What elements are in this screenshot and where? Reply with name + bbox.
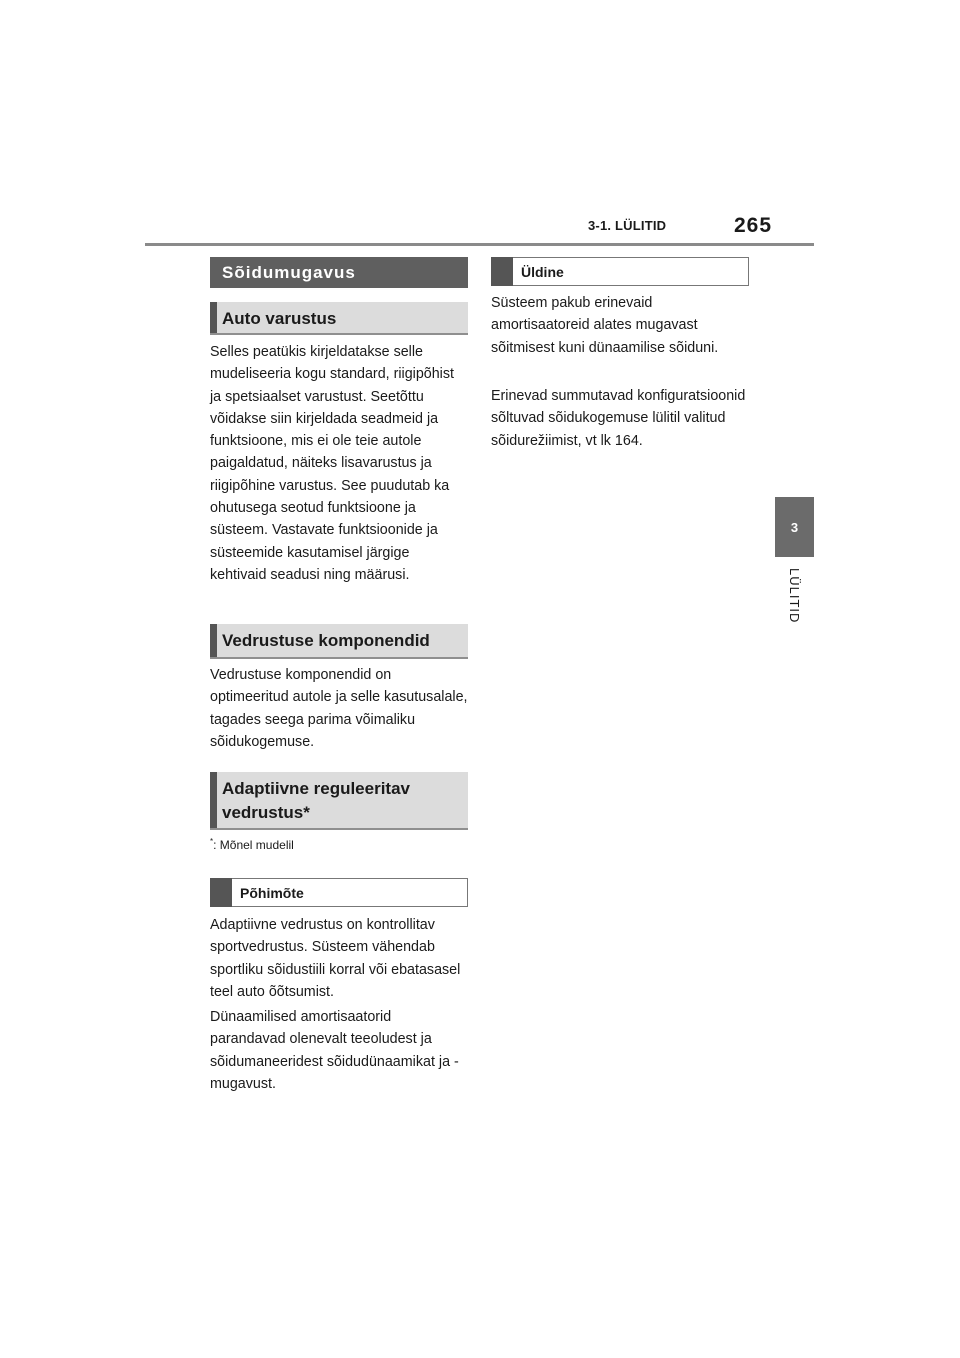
page-number: 265 (734, 214, 773, 237)
heading-auto-varustus-text: Auto varustus (222, 309, 337, 328)
paragraph-uldine-1: Süsteem pakub erinevaid amortisaatoreid alates mugavast sõitmisest kuni dünaamilise sõiduni. (491, 295, 719, 356)
header-divider (145, 243, 814, 246)
paragraph-pohimote-1: Adaptiivne vedrustus on kontrollitav sportvedrustus. Süsteem vähendab sportliku sõidustiili korral või ebatasasel teel auto õõtsumist. (210, 917, 461, 1000)
footnote-mark: * (210, 837, 214, 846)
heading-uldine (491, 257, 749, 286)
footnote (210, 837, 468, 852)
paragraph-vedrustuse: Vedrustuse komponendid on optimeeritud autole ja selle kasutusalale, tagades seega parima võimaliku sõidukogemuse. (210, 667, 468, 750)
heading-vedrustuse-text: Vedrustuse komponendid (222, 631, 430, 650)
heading-auto-varustus (210, 302, 468, 335)
heading-uldine-text: Üldine (521, 263, 564, 280)
section-label: 3-1. LÜLITID (588, 218, 667, 233)
heading-adaptiivne (210, 772, 468, 830)
chapter-tab-number: 3 (775, 497, 814, 557)
footnote-text: : Mõnel mudelil (213, 838, 294, 852)
heading-pohimote-text: Põhimõte (240, 884, 304, 901)
heading-vedrustuse-komponendid (210, 624, 468, 659)
paragraph-uldine-2: Erinevad summutavad konfiguratsioonid sõltuvad sõidukogemuse lülitil valitud sõidurežiimist, vt lk 164. (491, 388, 746, 449)
paragraph-auto-varustus: Selles peatükis kirjeldatakse selle mudeliseeria kogu standard, riigipõhist ja spetsiaalset varustust. Seetõttu võidakse siin kirjeldada seadmeid ja funktsioone, mis ei ole teie autole paigaldatud, näiteks lisavarustus ja riigipõhine varustus. See puudutab ka ohutusega seotud funktsioone ja süsteem. Vastavate funktsioonide ja süsteemide kasutamisel järgige kehtivaid seadusi ning määrusi. (210, 344, 454, 583)
chapter-tab-label: LÜLITID (787, 568, 802, 624)
heading-adaptiivne-text: Adaptiivne reguleeritav vedrustus* (222, 779, 411, 822)
heading-pohimote (210, 878, 468, 907)
paragraph-pohimote-2: Dünaamilised amortisaatorid parandavad olenevalt teeoludest ja sõidumaneeridest sõidudünaamikat ja -mugavust. (210, 1009, 459, 1092)
section-title: Sõidumugavus (210, 257, 468, 288)
